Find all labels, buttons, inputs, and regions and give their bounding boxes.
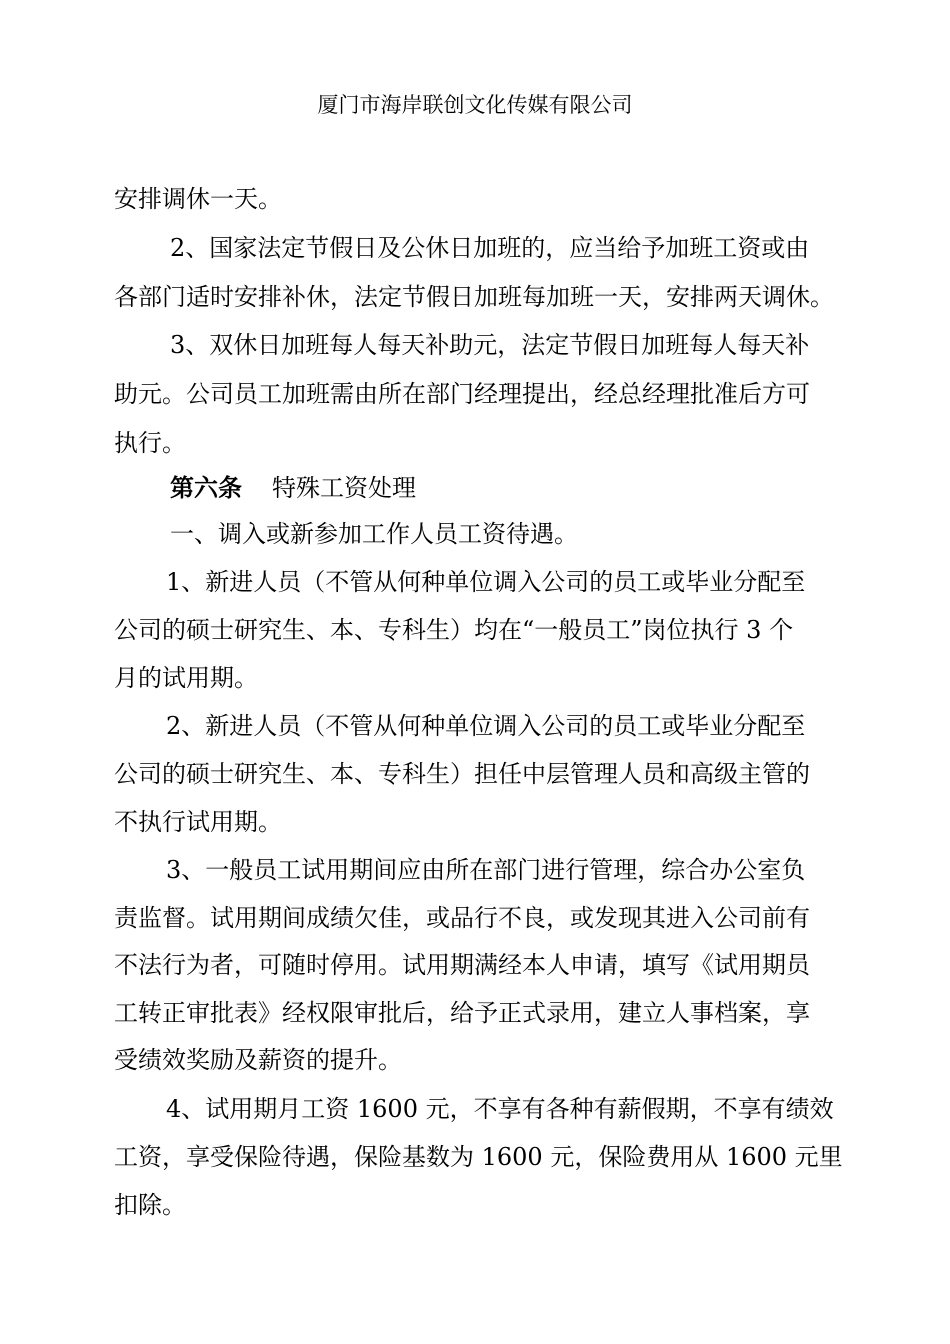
paragraph-line: 1、新进人员（不管从何种单位调入公司的员工或毕业分配至 <box>166 568 806 596</box>
paragraph-line: 公司的硕士研究生、本、专科生）担任中层管理人员和高级主管的 <box>114 760 810 788</box>
paragraph-line: 3、双休日加班每人每天补助元，法定节假日加班每人每天补 <box>170 331 810 359</box>
paragraph-line: 不执行试用期。 <box>114 808 282 836</box>
paragraph-line: 扣除。 <box>114 1191 186 1219</box>
paragraph-line: 公司的硕士研究生、本、专科生）均在“一般员工”岗位执行 3 个 <box>114 616 794 644</box>
paragraph-line: 4、试用期月工资 1600 元，不享有各种有薪假期，不享有绩效 <box>166 1095 834 1123</box>
paragraph-line: 执行。 <box>114 429 186 457</box>
paragraph-line: 受绩效奖励及薪资的提升。 <box>114 1046 402 1074</box>
paragraph-line: 月的试用期。 <box>114 664 258 692</box>
section-heading: 一、调入或新参加工作人员工资待遇。 <box>170 520 578 548</box>
paragraph-line: 2、新进人员（不管从何种单位调入公司的员工或毕业分配至 <box>166 712 806 740</box>
paragraph-line: 责监督。试用期间成绩欠佳，或品行不良，或发现其进入公司前有 <box>114 904 810 932</box>
paragraph-line: 2、国家法定节假日及公休日加班的，应当给予加班工资或由 <box>170 234 810 262</box>
paragraph-line: 助元。公司员工加班需由所在部门经理提出，经总经理批准后方可 <box>114 380 810 408</box>
paragraph-line: 工转正审批表》经权限审批后，给予正式录用，建立人事档案，享 <box>114 999 810 1027</box>
article-title: 特殊工资处理 <box>272 474 416 502</box>
paragraph-line: 安排调休一天。 <box>114 185 282 213</box>
paragraph-line: 工资，享受保险待遇，保险基数为 1600 元，保险费用从 1600 元里 <box>114 1143 843 1171</box>
article-number: 第六条 <box>170 473 242 502</box>
paragraph-line: 各部门适时安排补休，法定节假日加班每加班一天，安排两天调休。 <box>114 283 834 311</box>
document-header: 厦门市海岸联创文化传媒有限公司 <box>317 93 633 117</box>
paragraph-line: 3、一般员工试用期间应由所在部门进行管理，综合办公室负 <box>166 856 806 884</box>
paragraph-line: 不法行为者，可随时停用。试用期满经本人申请，填写《试用期员 <box>114 951 810 979</box>
